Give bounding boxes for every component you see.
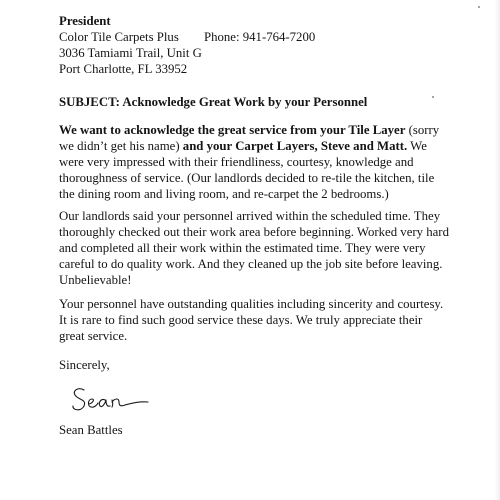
paragraph-1	[59, 122, 464, 202]
paragraph-1-line-2-plain: we didn’t get his name)	[59, 139, 183, 154]
paragraph-3-line-3: great service.	[59, 329, 128, 344]
recipient-phone: Phone: 941-764-7200	[204, 30, 316, 44]
recipient-city: Port Charlotte, FL 33952	[59, 62, 188, 76]
paragraph-2-line-4: careful to do quality work. And they cleaned up the job site before leaving.	[59, 257, 443, 272]
paragraph-2-line-2: thoroughly checked out their work area before beginning. Worked very hard	[59, 225, 449, 240]
paragraph-3	[59, 296, 464, 344]
scan-speck	[432, 96, 434, 98]
paragraph-1-line-1-rest: (sorry	[405, 123, 440, 137]
paragraph-1-line-2-bold: and your Carpet Layers, Steve and Matt.	[182, 139, 408, 154]
closing: Sincerely,	[59, 358, 110, 372]
paragraph-2-line-5: Unbelievable!	[59, 273, 132, 288]
paragraph-1-line-5: the dining room and living room, and re-carpet the 2 bedrooms.)	[59, 187, 389, 202]
paragraph-1-line-2-rest: We	[407, 139, 427, 154]
paragraph-3-line-1: Your personnel have outstanding qualities including sincerity and courtesy.	[59, 297, 444, 311]
paragraph-1-line-4: thoroughness of service. (Our landlords decided to re-tile the kitchen, tile	[59, 171, 435, 186]
recipient-title: President	[59, 14, 111, 28]
paragraph-2-line-3: and completed all their work within the estimated time. They were very	[59, 241, 426, 256]
paragraph-1-line-2	[59, 138, 464, 154]
recipient-street: 3036 Tamiami Trail, Unit G	[59, 46, 202, 60]
recipient-company: Color Tile Carpets Plus	[59, 30, 179, 44]
handwritten-signature	[70, 384, 160, 416]
paragraph-2	[59, 208, 464, 288]
paragraph-3-line-2: It is rare to find such good service these days. We truly appreciate their	[59, 313, 423, 328]
paragraph-1-line-3: were very impressed with their friendliness, courtesy, knowledge and	[59, 155, 414, 170]
paragraph-2-line-1: Our landlords said your personnel arrived within the scheduled time. They	[59, 209, 441, 223]
scan-speck	[478, 6, 480, 8]
letter-subject: SUBJECT: Acknowledge Great Work by your Personnel	[59, 95, 368, 109]
signer-name: Sean Battles	[59, 423, 123, 437]
paragraph-1-line-1	[59, 122, 464, 138]
paragraph-1-line-1-bold: We want to acknowledge the great service from your Tile Layer	[59, 123, 406, 137]
scan-edge	[494, 0, 500, 500]
